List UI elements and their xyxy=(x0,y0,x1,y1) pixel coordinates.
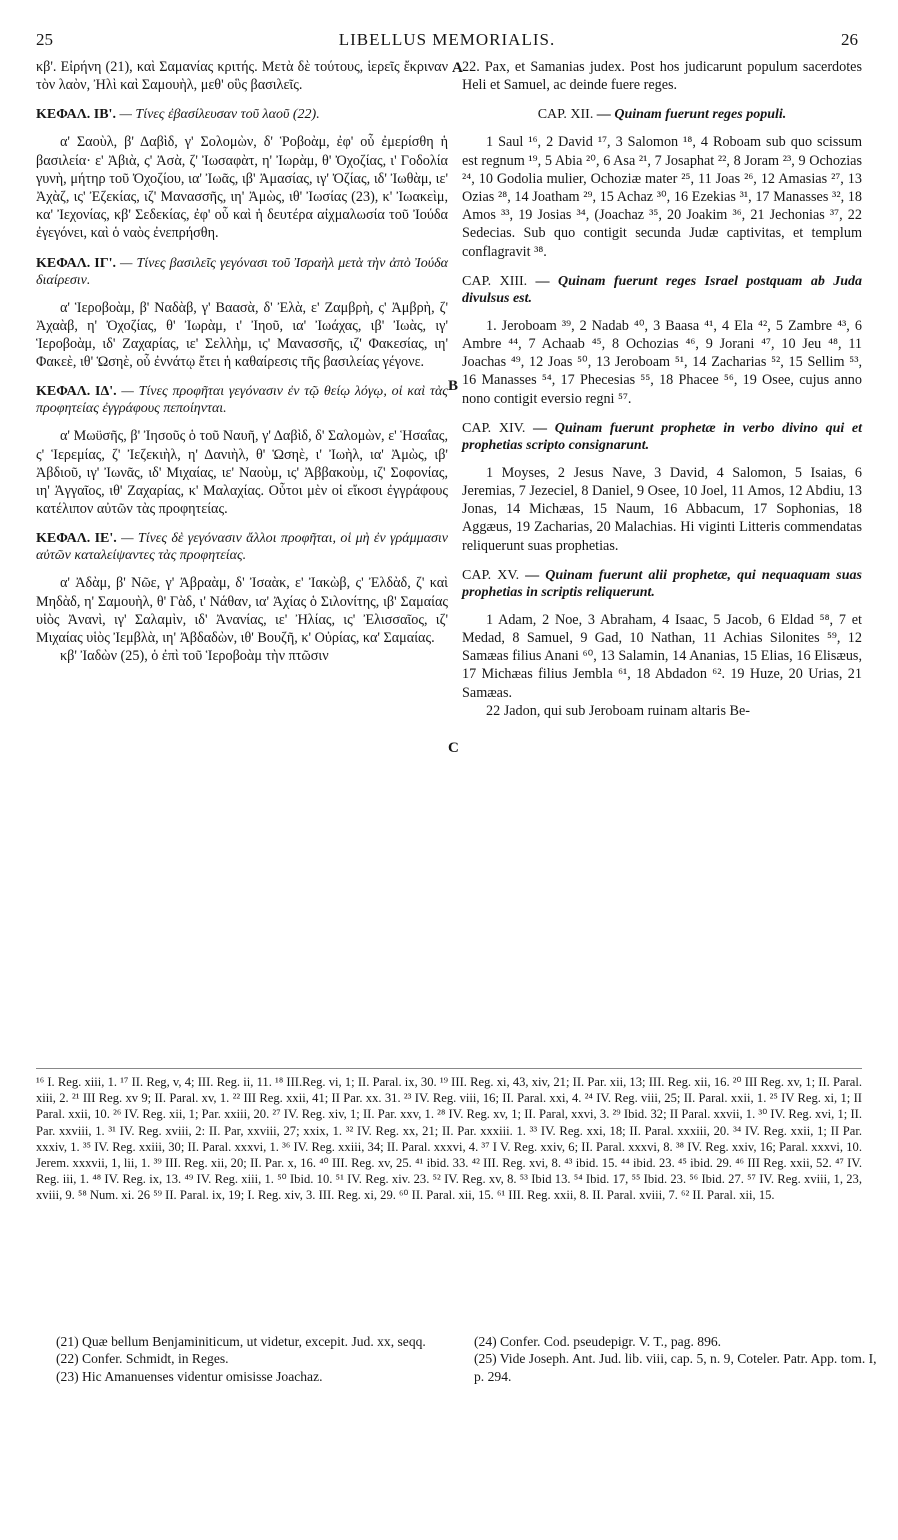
greek-heading-15-title: — Τίνες δὲ γεγόνασιν ἄλλοι προφῆται, οἱ μὴ ἐν γράμμασιν αὐτῶν καταλείψαντες τὰς προφητείας. xyxy=(36,531,448,564)
scripture-references-text: ¹⁶ I. Reg. xiii, 1. ¹⁷ II. Reg, v, 4; III. Reg. ii, 11. ¹⁸ III.Reg. vi, 1; II. Paral. ix, 30. ¹⁹ III. Reg. xi, 43, xiv, 21; II. Par. xii, 13; III. Reg. xii, 16. ²⁰ III Reg. xv, 1; II. Paral. xiii, 2. ²¹ III Reg. xv 9; II. Paral. xv, 1. ²² III Reg. xxii, 41; II Par. xx. 31. ²³ IV. Reg. viii, 16; II. Paral. xxi, 4. ²⁴ IV. Reg. viii, 25; II. Paral. xxii, 1. ²⁵ IV Reg. xi, 1; II Paral. xxii, 10. ²⁶ IV. Reg. xii, 1; Par. xxiii, 20. ²⁷ IV. Reg. xiv, 1; II. Par. xxv, 1. ²⁸ IV. Reg. xv, 1; II. Paral, xxvi, 3. ²⁹ Ibid. 32; II Paral. xxvii, 1. ³⁰ IV. Reg. xvi, 1; II. Par. xxviii, 1. ³¹ IV. Reg. xviii, 2: II. Par, xxviii, 27; xxix, 1. ³² IV. Reg. xx, 21; II. Par. xxxiii. 1. ³³ IV. Reg. xxi, 18; II. Paral. xxxiii, 20. ³⁴ IV. Reg. xxii, 1; II Par. xxxiv, 1. ³⁵ IV. Reg. xxiii, 30; II. Paral. xxxvi, 1. ³⁶ IV. Reg. xxiii, 34; II. Paral. xxxvi, 4. ³⁷ I V. Reg. xxiv, 6; II. Paral. xxxvi, 8. ³⁸ IV. Reg. xxiv, 16; Paral. xxxvi, 10. Jerem. xxxvii, 1, lii, 1. ³⁹ III. Reg. xii, 20; II. Par. x, 16. ⁴⁰ III. Reg. xv, 25. ⁴¹ ibid. 33. ⁴² III. Reg. xvi, 8. ⁴³ ibid. 15. ⁴⁴ ibid. 23. ⁴⁵ ibid. 29. ⁴⁶ III Reg. xxii, 52. ⁴⁷ IV. Reg. iii, 1. ⁴⁸ IV. Reg. ix, 13. ⁴⁹ IV. Reg. xiii, 1. ⁵⁰ Ibid. 10. ⁵¹ IV. Reg. xiv. 23. ⁵² IV. Reg. xv, 8. ⁵³ Ibid 13. ⁵⁴ Ibid. 17, ⁵⁵ Ibid. 23. ⁵⁶ Ibid. 27. ⁵⁷ IV. Reg. xviii, 1, 23, xviii, 9. ⁵⁸ Num. xi. 26 ⁵⁹ II. Paral. ix, 19; I. Reg. xiv, 3. III. Reg. xi, 29. ⁶⁰ II. Paral. xii, 15. ⁶¹ III. Reg. xxii, 8. II. Paral. xviii, 7. ⁶² II. Paral. xii, 15. xyxy=(36,1075,862,1203)
latin-heading-14-title: — Quinam fuerunt prophetæ in verbo divino qui et prophetias scripto consignarunt. xyxy=(462,420,863,453)
latin-heading-15 xyxy=(462,567,862,601)
greek-column xyxy=(36,58,448,665)
note-21: (21) Quæ bellum Benjaminiticum, ut videtur, excepit. Jud. xx, seqq. xyxy=(56,1334,426,1349)
greek-heading-12-title: — Τίνες ἐβασίλευσαν τοῦ λαοῦ (22). xyxy=(119,107,320,123)
running-title: LIBELLUS MEMORIALIS. xyxy=(338,30,556,49)
latin-paragraph-last: 22 Jadon, qui sub Jeroboam ruinam altaris Be- xyxy=(486,702,750,719)
greek-heading-14-label: ΚΕΦΑΛ. ΙΔ'. xyxy=(36,384,117,400)
notes-left xyxy=(56,1333,466,1385)
margin-marker-b: B xyxy=(448,378,459,394)
greek-heading-15-label: ΚΕΦΑΛ. ΙΕ'. xyxy=(36,531,117,547)
latin-paragraph-13: 1. Jeroboam ³⁹, 2 Nadab ⁴⁰, 3 Baasa ⁴¹, 4 Ela ⁴², 5 Zambre ⁴³, 6 Ambre ⁴⁴, 7 Achaab ⁴⁵, 8 Ochozias ⁴⁶, 9 Jorani ⁴⁷, 10 Jeu ⁴⁸, 11 Joachas ⁴⁹, 12 Joas ⁵⁰, 13 Jeroboam ⁵¹, 14 Zacharias ⁵², 15 Sellim ⁵³, 16 Manasses ⁵⁴, 17 Phecesias ⁵⁵, 18 Phacee ⁵⁶, 19 Osee, cujus anno nono contigit eversio regni ⁵⁷. xyxy=(462,317,862,407)
greek-paragraph-13: α' Ἱεροβοὰμ, β' Ναδὰβ, γ' Βαασὰ, δ' Ἐλὰ, ε' Ζαμβρὴ, ς' Ἀμβρὴ, ζ' Ἀχαὰβ, η' Ὀχοζίας, θ' Ἰωρὰμ, ι' Ἰηοῦ, ια' Ἰωάχας, ιβ' Ἰωὰς, ιγ' Ἱεροβοὰμ, ιδ' Ζαχαρίας, ιε' Σελλὴμ, ις' Μανασσῆς, ιζ' Φακεσίας, ιη' Φακεὲ, ιθ' Ὡσηὲ, οὗ ἐννάτῳ ἔτει ἡ καθαίρεσις τῆς βασιλείας γέγονε. xyxy=(36,299,448,371)
note-24: (24) Confer. Cod. pseudepigr. V. T., pag. 896. xyxy=(474,1334,722,1349)
latin-heading-15-title: — Quinam fuerunt alii prophetæ, qui nequaquam suas prophetias in scriptis reliquerunt. xyxy=(462,567,862,600)
greek-heading-14-title: — Τίνες προφῆται γεγόνασιν ἐν τῷ θείῳ λόγῳ, οἱ καὶ τὰς προφητείας ἐγγράφους πεποίηνται. xyxy=(36,384,448,417)
greek-heading-12-label: ΚΕΦΑΛ. ΙΒ'. xyxy=(36,107,116,123)
greek-paragraph-last: κβ' Ἰαδὼν (25), ὁ ἐπὶ τοῦ Ἱεροβοὰμ τὴν πτῶσιν xyxy=(60,648,329,665)
latin-heading-14-label: CAP. XIV. xyxy=(462,420,526,436)
note-25: (25) Vide Joseph. Ant. Jud. lib. viii, cap. 5, n. 9, Coteler. Patr. App. tom. I, p. 294. xyxy=(474,1351,877,1384)
greek-heading-12 xyxy=(36,106,448,123)
greek-heading-13-title: — Τίνες βασιλεῖς γεγόνασι τοῦ Ἰσραὴλ μετὰ τὴν ἀπὸ Ἰούδα διαίρεσιν. xyxy=(36,255,449,288)
latin-column xyxy=(462,58,862,720)
greek-heading-13 xyxy=(36,255,448,289)
page-number-right: 26 xyxy=(841,30,858,49)
latin-heading-12 xyxy=(462,106,862,123)
latin-heading-15-label: CAP. XV. xyxy=(462,567,520,583)
greek-intro: κβ'. Εἰρήνη (21), καὶ Σαμανίας κριτής. Μετὰ δὲ τούτους, ἱερεῖς ἔκριναν τὸν λαὸν, Ἠλὶ καὶ Σαμουὴλ, μεθ' οὓς βασιλεῖς. xyxy=(36,59,448,94)
margin-marker-c: C xyxy=(448,740,459,756)
greek-paragraph-15: α' Ἀδὰμ, β' Νῶε, γ' Ἀβραὰμ, δ' Ἰσαὰκ, ε' Ἰακὼβ, ς' Ἐλδὰδ, ζ' καὶ Μηδὰδ, η' Σαμουὴλ, θ' Γὰδ, ι' Νάθαν, ια' Ἀχίας ὁ Σιλονίτης, ιβ' Σαμαίας υἱὸς Ἀνανὶ, ιγ' Σαλαμὶν, ιδ' Ἀνανίας, ιε' Ἠλίας, ις' Ἐλισσαῖος, ιζ' Μιχαίας υἱὸς Ἰεμβλὰ, ιη' Ἀβδαδὼν, ιθ' Βουζῆ, κ' Οὐρίας, κα' Σαμαίας. xyxy=(36,575,448,647)
latin-paragraph-15: 1 Adam, 2 Noe, 3 Abraham, 4 Isaac, 5 Jacob, 6 Eldad ⁵⁸, 7 et Medad, 8 Samuel, 9 Gad, 10 Nathan, 11 Achias Silonites ⁵⁹, 12 Samæas filius Anani ⁶⁰, 13 Salamin, 14 Ananias, 15 Elias, 16 Elisæus, 17 Michæas filius Jembla ⁶¹, 18 Abdadon ⁶². 19 Huze, 20 Urias, 21 Samæas. xyxy=(462,611,862,701)
footnote-rule xyxy=(36,1068,862,1069)
latin-heading-13-label: CAP. XIII. xyxy=(462,273,528,289)
scripture-references xyxy=(36,1074,862,1204)
note-22: (22) Confer. Schmidt, in Reges. xyxy=(56,1351,229,1367)
notes-right xyxy=(474,1333,884,1385)
latin-heading-13 xyxy=(462,273,862,307)
latin-intro: 22. Pax, et Samanias judex. Post hos judicarunt populum sacerdotes Heli et Samuel, ac deinde fuere reges. xyxy=(462,59,862,94)
latin-heading-14 xyxy=(462,420,862,454)
greek-heading-14 xyxy=(36,383,448,417)
note-23: (23) Hic Amanuenses videntur omisisse Joachaz. xyxy=(56,1368,323,1384)
greek-paragraph-12: α' Σαοὺλ, β' Δαβὶδ, γ' Σολομὼν, δ' Ῥοβοὰμ, ἐφ' οὗ ἐμερίσθη ἡ βασιλεία· ε' Ἀβιὰ, ς' Ἀσὰ, ζ' Ἰωσαφὰτ, η' Ἰωρὰμ, θ' Ὀχοζίας, ι' Γοδολία γυνὴ, μήτηρ τοῦ Ὀχοζίου, ια' Ἰωᾶς, ιβ' Ἀμασίας, ιγ' Ὀζίας, ιδ' Ἰωθὰμ, ιε' Ἀχὰζ, ις' Ἐζεκίας, ιζ' Μανασσῆς, ιη' Ἀμὼς, ιθ' Ἰωσίας (23), κ' Ἰωακεὶμ, κα' Ἰεχονίας, κβ' Σεδεκίας, ἐφ' οὗ καὶ ἡ δευτέρα αἰχμαλωσία τοῦ Ἰούδα ἐγεγόνει, καὶ ὁ ναὸς ἐνεπρήσθη. xyxy=(36,134,448,242)
page-number-left: 25 xyxy=(36,30,53,49)
greek-heading-13-label: ΚΕΦΑΛ. ΙΓ'. xyxy=(36,255,117,271)
greek-paragraph-14: α' Μωϋσῆς, β' Ἰησοῦς ὁ τοῦ Ναυῆ, γ' Δαβὶδ, δ' Σαλομὼν, ε' Ἡσαΐας, ς' Ἱερεμίας, ζ' Ἰεζεκιὴλ, η' Δανιὴλ, θ' Ὡσηὲ, ι' Ἰωὴλ, ια' Ἀμὼς, ιβ' Ἀβδιοῦ, ιγ' Ἰωνᾶς, ιδ' Μιχαίας, ιε' Ναοὺμ, ις' Ἀββακοὺμ, ιζ' Σοφονίας, ιη' Ἀγγαῖος, ιθ' Ζαχαρίας, κ' Μαλαχίας. Οὗτοι μὲν οἱ εἴκοσι ἐγγράφους κατέλιπον αὐτῶν τὰς προφητείας. xyxy=(36,428,448,518)
latin-heading-13-title: — Quinam fuerunt reges Israel postquam ab Juda divulsus est. xyxy=(462,273,863,306)
page-header xyxy=(36,30,858,54)
latin-heading-12-title: — Quinam fuerunt reges populi. xyxy=(596,107,787,123)
latin-heading-12-label: CAP. XII. xyxy=(537,107,594,123)
greek-heading-15 xyxy=(36,530,448,564)
latin-paragraph-14: 1 Moyses, 2 Jesus Nave, 3 David, 4 Salomon, 5 Isaias, 6 Jeremias, 7 Jezeciel, 8 Daniel, 9 Osee, 10 Joel, 11 Amos, 12 Abdiu, 13 Jonas, 14 Michæas, 15 Naum, 16 Abbacum, 17 Sophonias, 18 Aggæus, 19 Zacharias, 20 Malachias. Hi viginti Litteris commendatas reliquerunt suas prophetias. xyxy=(462,464,862,554)
latin-paragraph-12: 1 Saul ¹⁶, 2 David ¹⁷, 3 Salomon ¹⁸, 4 Roboam sub quo scissum est regnum ¹⁹, 5 Abia ²⁰, 6 Asa ²¹, 7 Josaphat ²², 8 Joram ²³, 9 Ochozias ²⁴, 10 Godolia mulier, Ochoziæ mater ²⁵, 11 Joas ²⁶, 12 Amasias ²⁷, 13 Ozias ²⁸, 14 Joatham ²⁹, 15 Achaz ³⁰, 16 Ezekias ³¹, 17 Manasses ³², 18 Amos ³³, 19 Josias ³⁴, (Joachaz ³⁵, 20 Joakim ³⁶, 21 Jechonias ³⁷, 22 Sedecias. Sub quo contigit secunda Judæ captivitas, et templum conflagravit ³⁸. xyxy=(462,134,862,260)
margin-marker-a: A xyxy=(452,60,463,76)
